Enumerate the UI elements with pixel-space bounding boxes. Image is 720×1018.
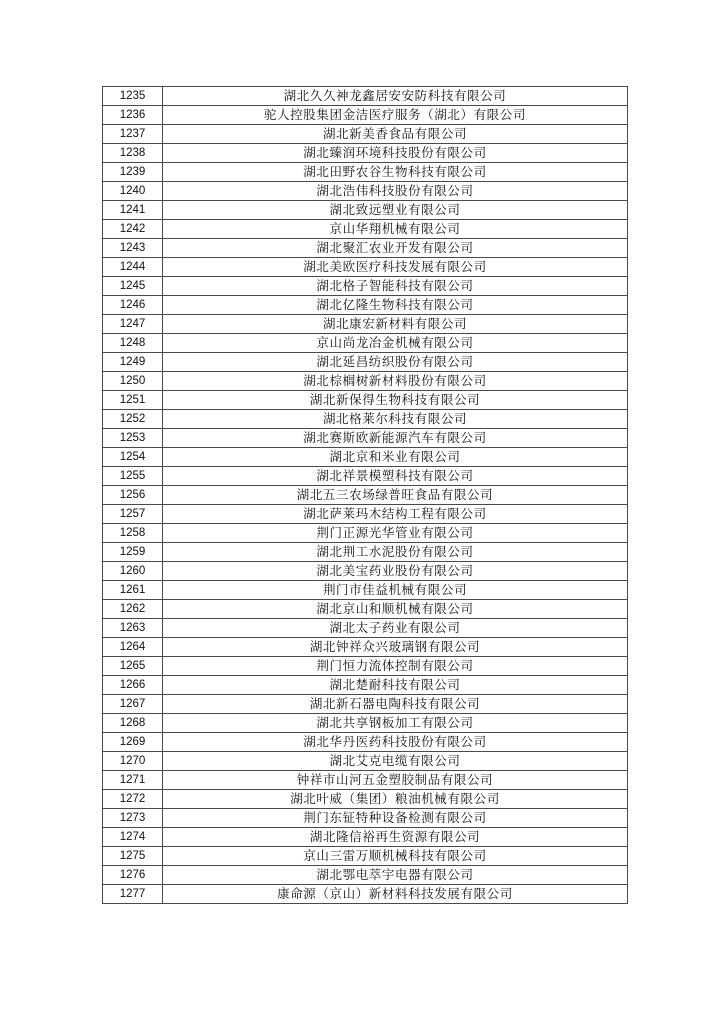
row-number: 1264 <box>103 638 163 657</box>
table-row <box>103 657 628 676</box>
company-list-body <box>103 87 628 904</box>
table-row <box>103 144 628 163</box>
row-number: 1250 <box>103 372 163 391</box>
row-number: 1255 <box>103 467 163 486</box>
company-name: 湖北康宏新材料有限公司 <box>163 315 628 334</box>
table-row <box>103 239 628 258</box>
row-number: 1241 <box>103 201 163 220</box>
company-name: 湖北京山和顺机械有限公司 <box>163 600 628 619</box>
table-row <box>103 733 628 752</box>
row-number: 1267 <box>103 695 163 714</box>
company-name: 湖北新保得生物科技有限公司 <box>163 391 628 410</box>
row-number: 1238 <box>103 144 163 163</box>
table-row <box>103 714 628 733</box>
row-number: 1245 <box>103 277 163 296</box>
table-row <box>103 372 628 391</box>
row-number: 1266 <box>103 676 163 695</box>
company-name: 湖北聚汇农业开发有限公司 <box>163 239 628 258</box>
company-name: 湖北艾克电缆有限公司 <box>163 752 628 771</box>
row-number: 1248 <box>103 334 163 353</box>
table-row <box>103 87 628 106</box>
company-name: 湖北楚耐科技有限公司 <box>163 676 628 695</box>
company-name: 湖北祥景模塑科技有限公司 <box>163 467 628 486</box>
company-name: 湖北华丹医药科技股份有限公司 <box>163 733 628 752</box>
row-number: 1240 <box>103 182 163 201</box>
table-row <box>103 752 628 771</box>
table-row <box>103 505 628 524</box>
company-name: 湖北鄂电萃宇电器有限公司 <box>163 866 628 885</box>
company-name: 湖北臻润环境科技股份有限公司 <box>163 144 628 163</box>
company-name: 湖北棕榈树新材料股份有限公司 <box>163 372 628 391</box>
table-row <box>103 277 628 296</box>
row-number: 1270 <box>103 752 163 771</box>
company-name: 荆门东钲特种设备检测有限公司 <box>163 809 628 828</box>
row-number: 1237 <box>103 125 163 144</box>
company-name: 湖北格莱尔科技有限公司 <box>163 410 628 429</box>
row-number: 1247 <box>103 315 163 334</box>
table-row <box>103 809 628 828</box>
table-row <box>103 486 628 505</box>
table-row <box>103 562 628 581</box>
company-name: 京山华翔机械有限公司 <box>163 220 628 239</box>
row-number: 1258 <box>103 524 163 543</box>
company-name: 湖北田野农谷生物科技有限公司 <box>163 163 628 182</box>
row-number: 1244 <box>103 258 163 277</box>
table-row <box>103 182 628 201</box>
row-number: 1257 <box>103 505 163 524</box>
company-name: 荆门恒力流体控制有限公司 <box>163 657 628 676</box>
table-row <box>103 600 628 619</box>
row-number: 1252 <box>103 410 163 429</box>
company-name: 湖北致远塑业有限公司 <box>163 201 628 220</box>
table-row <box>103 125 628 144</box>
company-name: 湖北新石器电陶科技有限公司 <box>163 695 628 714</box>
table-row <box>103 258 628 277</box>
company-name: 湖北美宝药业股份有限公司 <box>163 562 628 581</box>
row-number: 1277 <box>103 885 163 904</box>
row-number: 1242 <box>103 220 163 239</box>
company-name: 湖北格子智能科技有限公司 <box>163 277 628 296</box>
row-number: 1256 <box>103 486 163 505</box>
table-row <box>103 866 628 885</box>
table-row <box>103 524 628 543</box>
company-name: 荆门市佳益机械有限公司 <box>163 581 628 600</box>
row-number: 1253 <box>103 429 163 448</box>
company-name: 湖北延昌纺织股份有限公司 <box>163 353 628 372</box>
company-name: 荆门正源光华管业有限公司 <box>163 524 628 543</box>
table-row <box>103 619 628 638</box>
company-name: 湖北隆信裕再生资源有限公司 <box>163 828 628 847</box>
table-row <box>103 790 628 809</box>
company-name: 湖北萨莱玛木结构工程有限公司 <box>163 505 628 524</box>
table-row <box>103 676 628 695</box>
row-number: 1261 <box>103 581 163 600</box>
company-name: 湖北浩伟科技股份有限公司 <box>163 182 628 201</box>
company-name: 京山三雷万顺机械科技有限公司 <box>163 847 628 866</box>
company-name: 湖北共享钢板加工有限公司 <box>163 714 628 733</box>
company-name: 湖北新美香食品有限公司 <box>163 125 628 144</box>
row-number: 1276 <box>103 866 163 885</box>
row-number: 1235 <box>103 87 163 106</box>
row-number: 1239 <box>103 163 163 182</box>
table-row <box>103 201 628 220</box>
row-number: 1254 <box>103 448 163 467</box>
table-row <box>103 828 628 847</box>
company-name: 湖北赛斯欧新能源汽车有限公司 <box>163 429 628 448</box>
table-row <box>103 163 628 182</box>
table-row <box>103 448 628 467</box>
table-row <box>103 543 628 562</box>
table-row <box>103 296 628 315</box>
table-row <box>103 315 628 334</box>
company-name: 湖北叶威（集团）粮油机械有限公司 <box>163 790 628 809</box>
table-row <box>103 391 628 410</box>
row-number: 1275 <box>103 847 163 866</box>
row-number: 1265 <box>103 657 163 676</box>
row-number: 1271 <box>103 771 163 790</box>
company-name: 钟祥市山河五金塑胶制品有限公司 <box>163 771 628 790</box>
row-number: 1269 <box>103 733 163 752</box>
company-name: 湖北五三农场绿普旺食品有限公司 <box>163 486 628 505</box>
table-row <box>103 847 628 866</box>
company-name: 湖北钟祥众兴玻璃钢有限公司 <box>163 638 628 657</box>
row-number: 1274 <box>103 828 163 847</box>
company-name: 康命源（京山）新材料科技发展有限公司 <box>163 885 628 904</box>
row-number: 1259 <box>103 543 163 562</box>
table-row <box>103 581 628 600</box>
table-row <box>103 885 628 904</box>
company-name: 京山尚龙冶金机械有限公司 <box>163 334 628 353</box>
company-name: 驼人控股集团金洁医疗服务（湖北）有限公司 <box>163 106 628 125</box>
row-number: 1263 <box>103 619 163 638</box>
company-list-table <box>102 86 628 904</box>
company-name: 湖北荆工水泥股份有限公司 <box>163 543 628 562</box>
row-number: 1273 <box>103 809 163 828</box>
table-row <box>103 353 628 372</box>
company-name: 湖北京和米业有限公司 <box>163 448 628 467</box>
table-row <box>103 410 628 429</box>
row-number: 1268 <box>103 714 163 733</box>
company-name: 湖北太子药业有限公司 <box>163 619 628 638</box>
row-number: 1260 <box>103 562 163 581</box>
table-row <box>103 106 628 125</box>
company-name: 湖北亿隆生物科技有限公司 <box>163 296 628 315</box>
table-row <box>103 467 628 486</box>
row-number: 1236 <box>103 106 163 125</box>
row-number: 1246 <box>103 296 163 315</box>
table-row <box>103 638 628 657</box>
row-number: 1243 <box>103 239 163 258</box>
table-row <box>103 771 628 790</box>
row-number: 1249 <box>103 353 163 372</box>
table-row <box>103 695 628 714</box>
company-name: 湖北美欧医疗科技发展有限公司 <box>163 258 628 277</box>
row-number: 1272 <box>103 790 163 809</box>
table-row <box>103 429 628 448</box>
table-row <box>103 334 628 353</box>
table-row <box>103 220 628 239</box>
row-number: 1262 <box>103 600 163 619</box>
row-number: 1251 <box>103 391 163 410</box>
company-name: 湖北久久神龙鑫居安安防科技有限公司 <box>163 87 628 106</box>
